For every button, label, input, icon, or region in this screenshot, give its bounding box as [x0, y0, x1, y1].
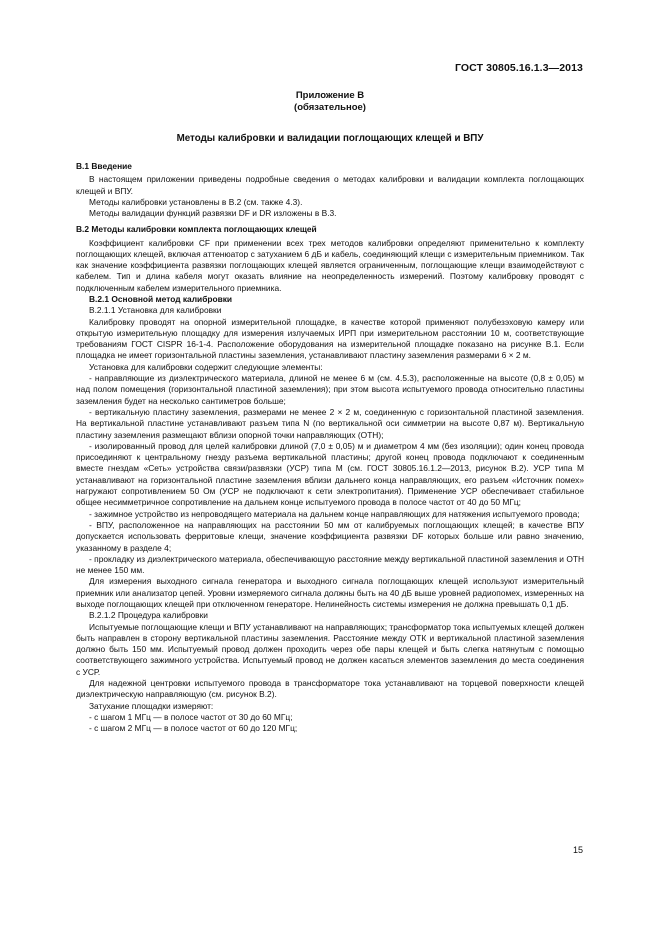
subsection-title: В.2.1.2 Процедура калибровки [89, 610, 208, 621]
paragraph: Калибровку проводят на опорной измерительной площадке, в качестве которой применяют полубезэховую камеру или открытую измерительную площадку для измерения излучаемых ИРП при измерительном расстоянии 10 м, соответствующие требованиям ГОСТ CISPR 16-1-4. Расположение оборудования на измерительной площадке показано на рисунке В.1. Если площадка не имеет горизонтальной пластины заземления, устанавливают пластину заземления размерами 6 × 2 м. [76, 316, 584, 361]
appendix-subtitle: (обязательное) [294, 102, 366, 113]
section-title-b2: В.2 Методы калибровки комплекта поглощающих клещей [76, 224, 317, 235]
list-item: - ВПУ, расположенное на направляющих на расстоянии 50 мм от калибруемых поглощающих клещей; в качестве ВПУ допускается использовать ферритовые клещи, значение коэффициента развязки DF которых больше или равно значению, указанному в разделе 4; [76, 519, 584, 553]
paragraph: В настоящем приложении приведены подробные сведения о методах калибровки и валидации комплекта поглощающих клещей и ВПУ. [76, 174, 584, 196]
list-item: - зажимное устройство из непроводящего материала на дальнем конце направляющих для натяжения испытуемого провода; [89, 508, 580, 519]
paragraph: Установка для калибровки содержит следующие элементы: [89, 361, 323, 372]
list-item: - с шагом 2 МГц — в полосе частот от 60 до 120 МГц; [89, 723, 298, 734]
paragraph: Для измерения выходного сигнала генератора и выходного сигнала поглощающих клещей используют измерительный приемник или анализатор цепей. Уровни измеряемого сигнала должны быть на 40 дБ выше уровней радиопомех, измеренных на выходе поглощающих клещей при отключенном генераторе. Нелинейность системы измерения не должна превышать 0,1 дБ. [76, 576, 584, 609]
list-item: - с шагом 1 МГц — в полосе частот от 30 до 60 МГц; [89, 711, 293, 722]
list-item: - вертикальную пластину заземления, размерами не менее 2 × 2 м, соединенную с горизонтальной пластиной заземления. На вертикальной пластине устанавливают разъем типа N (по вертикальной оси симметрии на высоте 0,87 м). Вертикальную пластину заземления размещают вблизи опорной точки направляющих (ОТН); [76, 406, 584, 440]
list-item: - изолированный провод для целей калибровки длиной (7,0 ± 0,05) м и диаметром 4 мм (без изоляции); один конец провода присоединяют к центральному гнезду разъема вертикальной пластины; другой конец провода подключают к соединенным вместе гнездам «Сеть» устройства связи/развязки (УСР) типа М (см. ГОСТ 30805.16.1.2—2013, рисунок В.2). УСР типа М устанавливают на горизонтальной пластине заземления вблизи дальнего конца направляющих, его разъем «Источник помех» нагружают сопротивлением 50 Ом (УСР не подключают к сети электропитания). Применение УСР обеспечивает стабильное общее несимметричное сопротивление на дальнем конце испытуемого провода в полосе частот от 40 до 50 МГц; [76, 440, 584, 508]
section-title-b21: В.2.1 Основной метод калибровки [89, 294, 233, 305]
section-title-b1: В.1 Введение [76, 161, 132, 171]
paragraph: Для надежной центровки испытуемого провода в трансформаторе тока устанавливают на торцевой поверхности клещей диэлектрическую направляющую (см. рисунок В.2). [76, 678, 584, 700]
paragraph: Коэффициент калибровки CF при применении всех трех методов калибровки определяют применительно к комплекту поглощающих клещей, включая аттенюатор с затуханием 6 дБ и кабель, соединяющий клещи с измерительным приемником. Так как значение коэффициента развязки поглощающих клещей является ограниченным, поглощающие клещи взаимодействуют с кабелем. Тип и длина кабеля могут оказать влияние на неопределенность измерений. Поэтому калибровку проводят с подключенным кабелем измерительного приемника. [76, 237, 584, 293]
appendix-title: Приложение В [295, 90, 365, 101]
paragraph: Испытуемые поглощающие клещи и ВПУ устанавливают на направляющих; трансформатор тока испытуемых клещей должен быть направлен в сторону вертикальной пластины заземления. Расстояние между ОТК и вертикальной пластиной заземления должно быть 150 мм. Испытуемый провод должен проходить через обе пары клещей и быть слегка натянутым с помощью соответствующего зажимного устройства. Испытуемый провод не должен касаться элементов заземления до места соединения с УСР. [76, 621, 584, 677]
paragraph: Затухание площадки измеряют: [89, 700, 214, 711]
standard-number: ГОСТ 30805.16.1.3—2013 [455, 62, 583, 74]
paragraph: Методы калибровки установлены в В.2 (см. также 4.3). [89, 196, 303, 207]
page-content [76, 90, 584, 735]
appendix-heading: Методы калибровки и валидации поглощающих клещей и ВПУ [176, 133, 484, 144]
paragraph: Методы валидации функций развязки DF и DR изложены в В.3. [89, 208, 337, 219]
list-item: - прокладку из диэлектрического материала, обеспечивающую расстояние между вертикальной пластиной заземления и ОТН не менее 150 мм. [76, 553, 584, 576]
list-item: - направляющие из диэлектрического материала, длиной не менее 6 м (см. 4.5.3), расположенные на высоте (0,8 ± 0,05) м над полом помещения (горизонтальной пластиной заземления); при этом высота испытуемого провода относительно пластины заземления будет на несколько сантиметров больше; [76, 373, 584, 406]
page-number: 15 [572, 845, 583, 855]
subsection-title: В.2.1.1 Установка для калибровки [89, 305, 222, 316]
